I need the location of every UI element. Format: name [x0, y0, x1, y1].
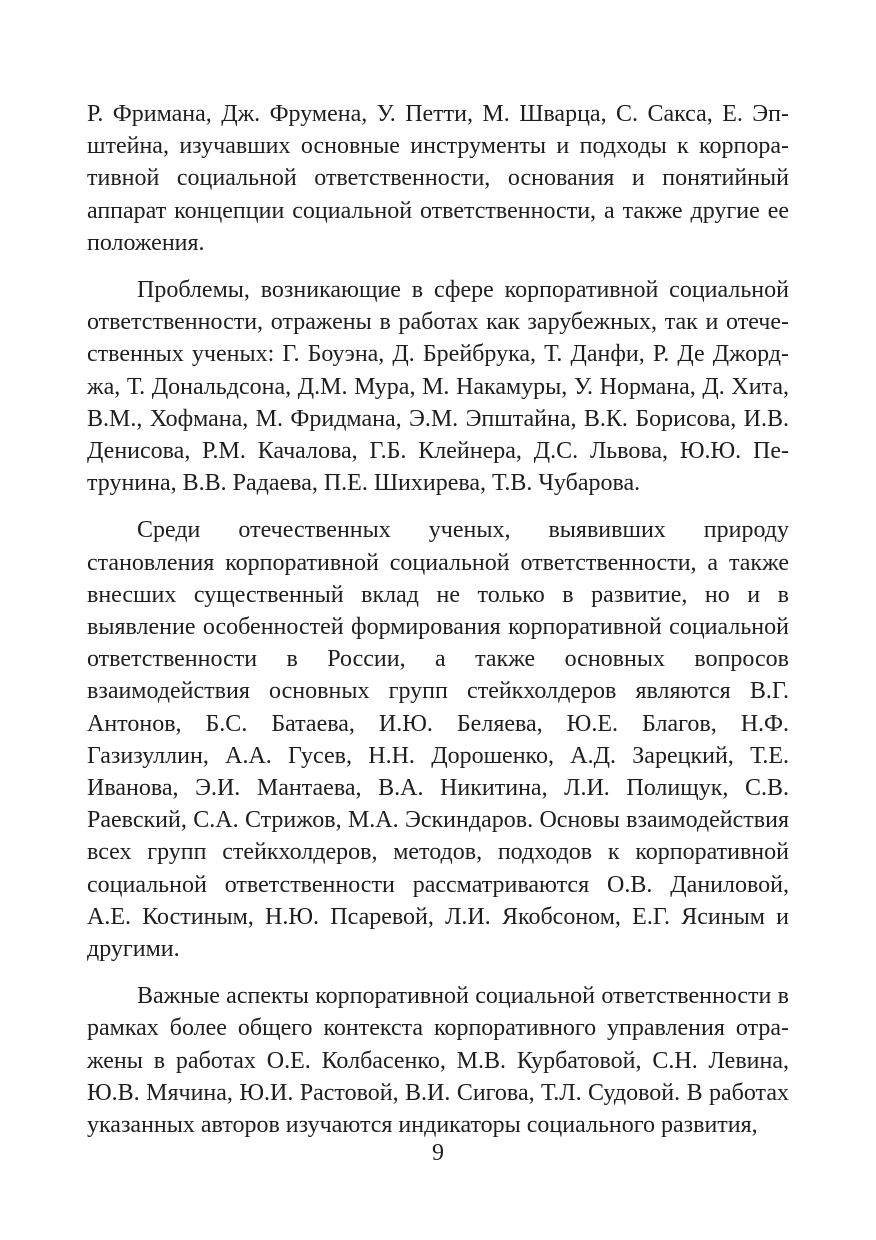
paragraph-continuation: Р. Фримана, Дж. Фрумена, У. Петти, М. Шварца, С. Сакса, Е. Эпштейна, изучавших основные инструменты и подходы к корпоративной социальной ответственности, основания и понятийный аппарат концепции социальной ответственности, а также другие ее положения.	[87, 101, 789, 256]
paragraph-important-aspects: Важные аспекты корпоративной социальной ответственности в рамках более общего контекста корпоративного управления отражены в работах О.Е. Колбасенко, М.В. Курбатовой, С.Н. Левина, Ю.В. Мячина, Ю.И. Растовой, В.И. Сигова, Т.Л. Судовой. В работах указанных авторов изучаются индикаторы социального развития,	[87, 983, 789, 1139]
page-number: 9	[432, 1140, 444, 1166]
paragraph-domestic-scholars: Среди отечественных ученых, выявивших природу становления корпоративной социальной ответственности, а также внесших существенный вклад не только в развитие, но и в выявление особенностей формирования корпоративной социальной ответственности в России, а также основных вопросов взаимодействия основных групп стейкхолдеров являются В.Г. Антонов, Б.С. Батаева, И.Ю. Беляева, Ю.Е. Благов, Н.Ф. Газизуллин, А.А. Гусев, Н.Н. Дорошенко, А.Д. Зарецкий, Т.Е. Иванова, Э.И. Мантаева, В.А. Никитина, Л.И. Полищук, С.В. Раевский, С.А. Стрижов, М.А. Эскиндаров. Основы взаимодействия всех групп стейкхолдеров, методов, подходов к корпоративной социальной ответственности рассматриваются О.В. Даниловой, А.Е. Костиным, Н.Ю. Псаревой, Л.И. Якобсоном, Е.Г. Ясиным и другими.	[87, 517, 789, 963]
paragraph-problems: Проблемы, возникающие в сфере корпоративной социальной ответственности, отражены в работах как зарубежных, так и отечественных ученых: Г. Боуэна, Д. Брейбрука, Т. Данфи, Р. Де Джорджа, Т. Дональдсона, Д.М. Мура, М. Накамуры, У. Нормана, Д. Хита, В.М., Хофмана, М. Фридмана, Э.М. Эпштайна, В.К. Борисова, И.В. Денисова, Р.М. Качалова, Г.Б. Клейнера, Д.С. Львова, Ю.Ю. Петрунина, В.В. Радаева, П.Е. Шихирева, Т.В. Чубарова.	[87, 277, 789, 497]
body-text	[87, 98, 789, 1156]
